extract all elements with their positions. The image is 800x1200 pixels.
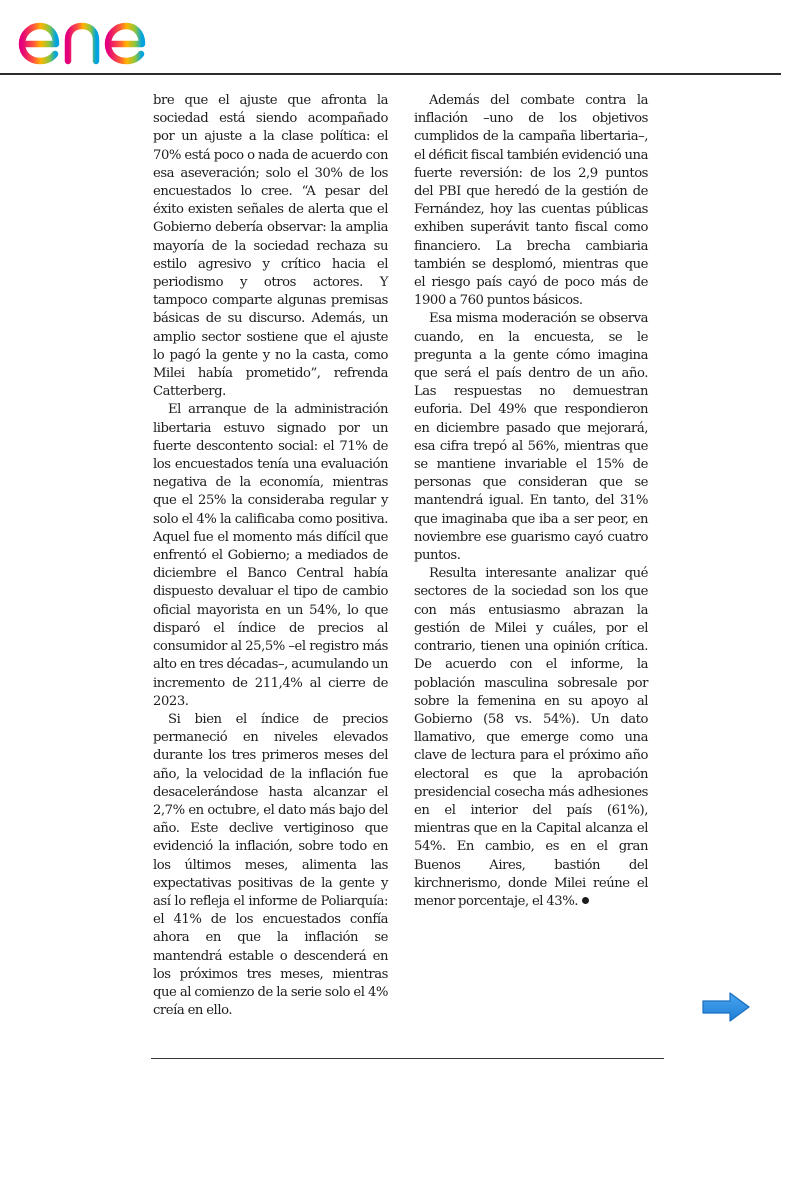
paragraph-text: Resulta interesante analizar qué sectores de la sociedad son los que con más entusiasmo abrazan la gestión de Milei y cuáles, por el contrario, tienen una opinión crítica. De acuerdo con el informe, la población masculina sobresale por sobre la femenina en su apoyo al Gobierno (58 vs. 54%). Un dato llamativo, que emerge como una clave de lectura para el próximo año electoral es que la aprobación presidencial cosecha más adhesiones en el interior del país (61%), mientras que en la Capital alcanza el 54%. En cambio, es en el gran Buenos Aires, bastión del kirchnerismo, donde Milei reúne el menor porcentaje, el 43%. bbox=[414, 566, 648, 909]
paragraph: El arranque de la administración libertaria estuvo signado por un fuerte descontento social: el 71% de los encuestados tenía una evaluación negativa de la economía, mientras que el 25% la consideraba regular y solo el 4% la calificaba como positiva. Aquel fue el momento más difícil que enfrentó el Gobierno; a mediados de diciembre el Banco Central había dispuesto devaluar el tipo de cambio oficial mayorista en un 54%, lo que disparó el índice de precios al consumidor al 25,5% –el registro más alto en tres décadas–, acumulando un incremento de 211,4% al cierre de 2023. bbox=[153, 402, 388, 709]
header-divider bbox=[0, 73, 781, 75]
article-column-left bbox=[153, 92, 388, 1020]
paragraph: bre que el ajuste que afronta la sociedad está siendo acompañado por un ajuste a la clase política: el 70% está poco o nada de acuerdo con esa aseveración; solo el 30% de los encuestados lo cree. “A pesar del éxito existen señales de alerta que el Gobierno debería observar: la amplia mayoría de la sociedad rechaza su estilo agresivo y crítico hacia el periodismo y otros actores. Y tampoco comparte algunas premisas básicas de su discurso. Además, un amplio sector sostiene que el ajuste lo pagó la gente y no la casta, como Milei había prometido”, refrenda Catterberg. bbox=[153, 93, 388, 400]
paragraph: Si bien el índice de precios permaneció en niveles elevados durante los tres primeros meses del año, la velocidad de la inflación fue desacelerándose hasta alcanzar el 2,7% en octubre, el dato más bajo del año. Este declive vertiginoso que evidenció la inflación, sobre todo en los últimos meses, alimenta las expectativas positivas de la gente y así lo refleja el informe de Poliarquía: el 41% de los encuestados confía ahora en que la inflación se mantendrá estable o descenderá en los próximos tres meses, mientras que al comienzo de la serie solo el 4% creía en ello. bbox=[153, 711, 388, 1019]
article-column-right bbox=[414, 92, 648, 911]
paragraph: Además del combate contra la inflación –uno de los objetivos cumplidos de la campaña libertaria–, el déficit fiscal también evidenció una fuerte reversión: de los 2,9 puntos del PBI que heredó de la gestión de Fernández, hoy las cuentas públicas exhiben superávit tanto fiscal como financiero. La brecha cambiaria también se desplomó, mientras que el riesgo país cayó de poco más de 1900 a 760 puntos básicos. bbox=[414, 93, 648, 309]
paragraph-final bbox=[414, 565, 648, 911]
enel-logo bbox=[16, 4, 176, 68]
paragraph: Esa misma moderación se observa cuando, en la encuesta, se le pregunta a la gente cómo imagina que será el país dentro de un año. Las respuestas no demuestran euforia. Del 49% que respondieron en diciembre pasado que mejorará, esa cifra trepó al 56%, mientras que se mantiene invariable el 15% de personas que consideran que se mantendrá igual. En tanto, del 31% que imaginaba que iba a ser peor, en noviembre ese guarismo cayó cuatro puntos. bbox=[414, 311, 648, 564]
arrow-right-icon[interactable] bbox=[700, 990, 752, 1024]
footer-divider bbox=[151, 1058, 664, 1059]
end-of-article-bullet-icon bbox=[582, 897, 589, 904]
